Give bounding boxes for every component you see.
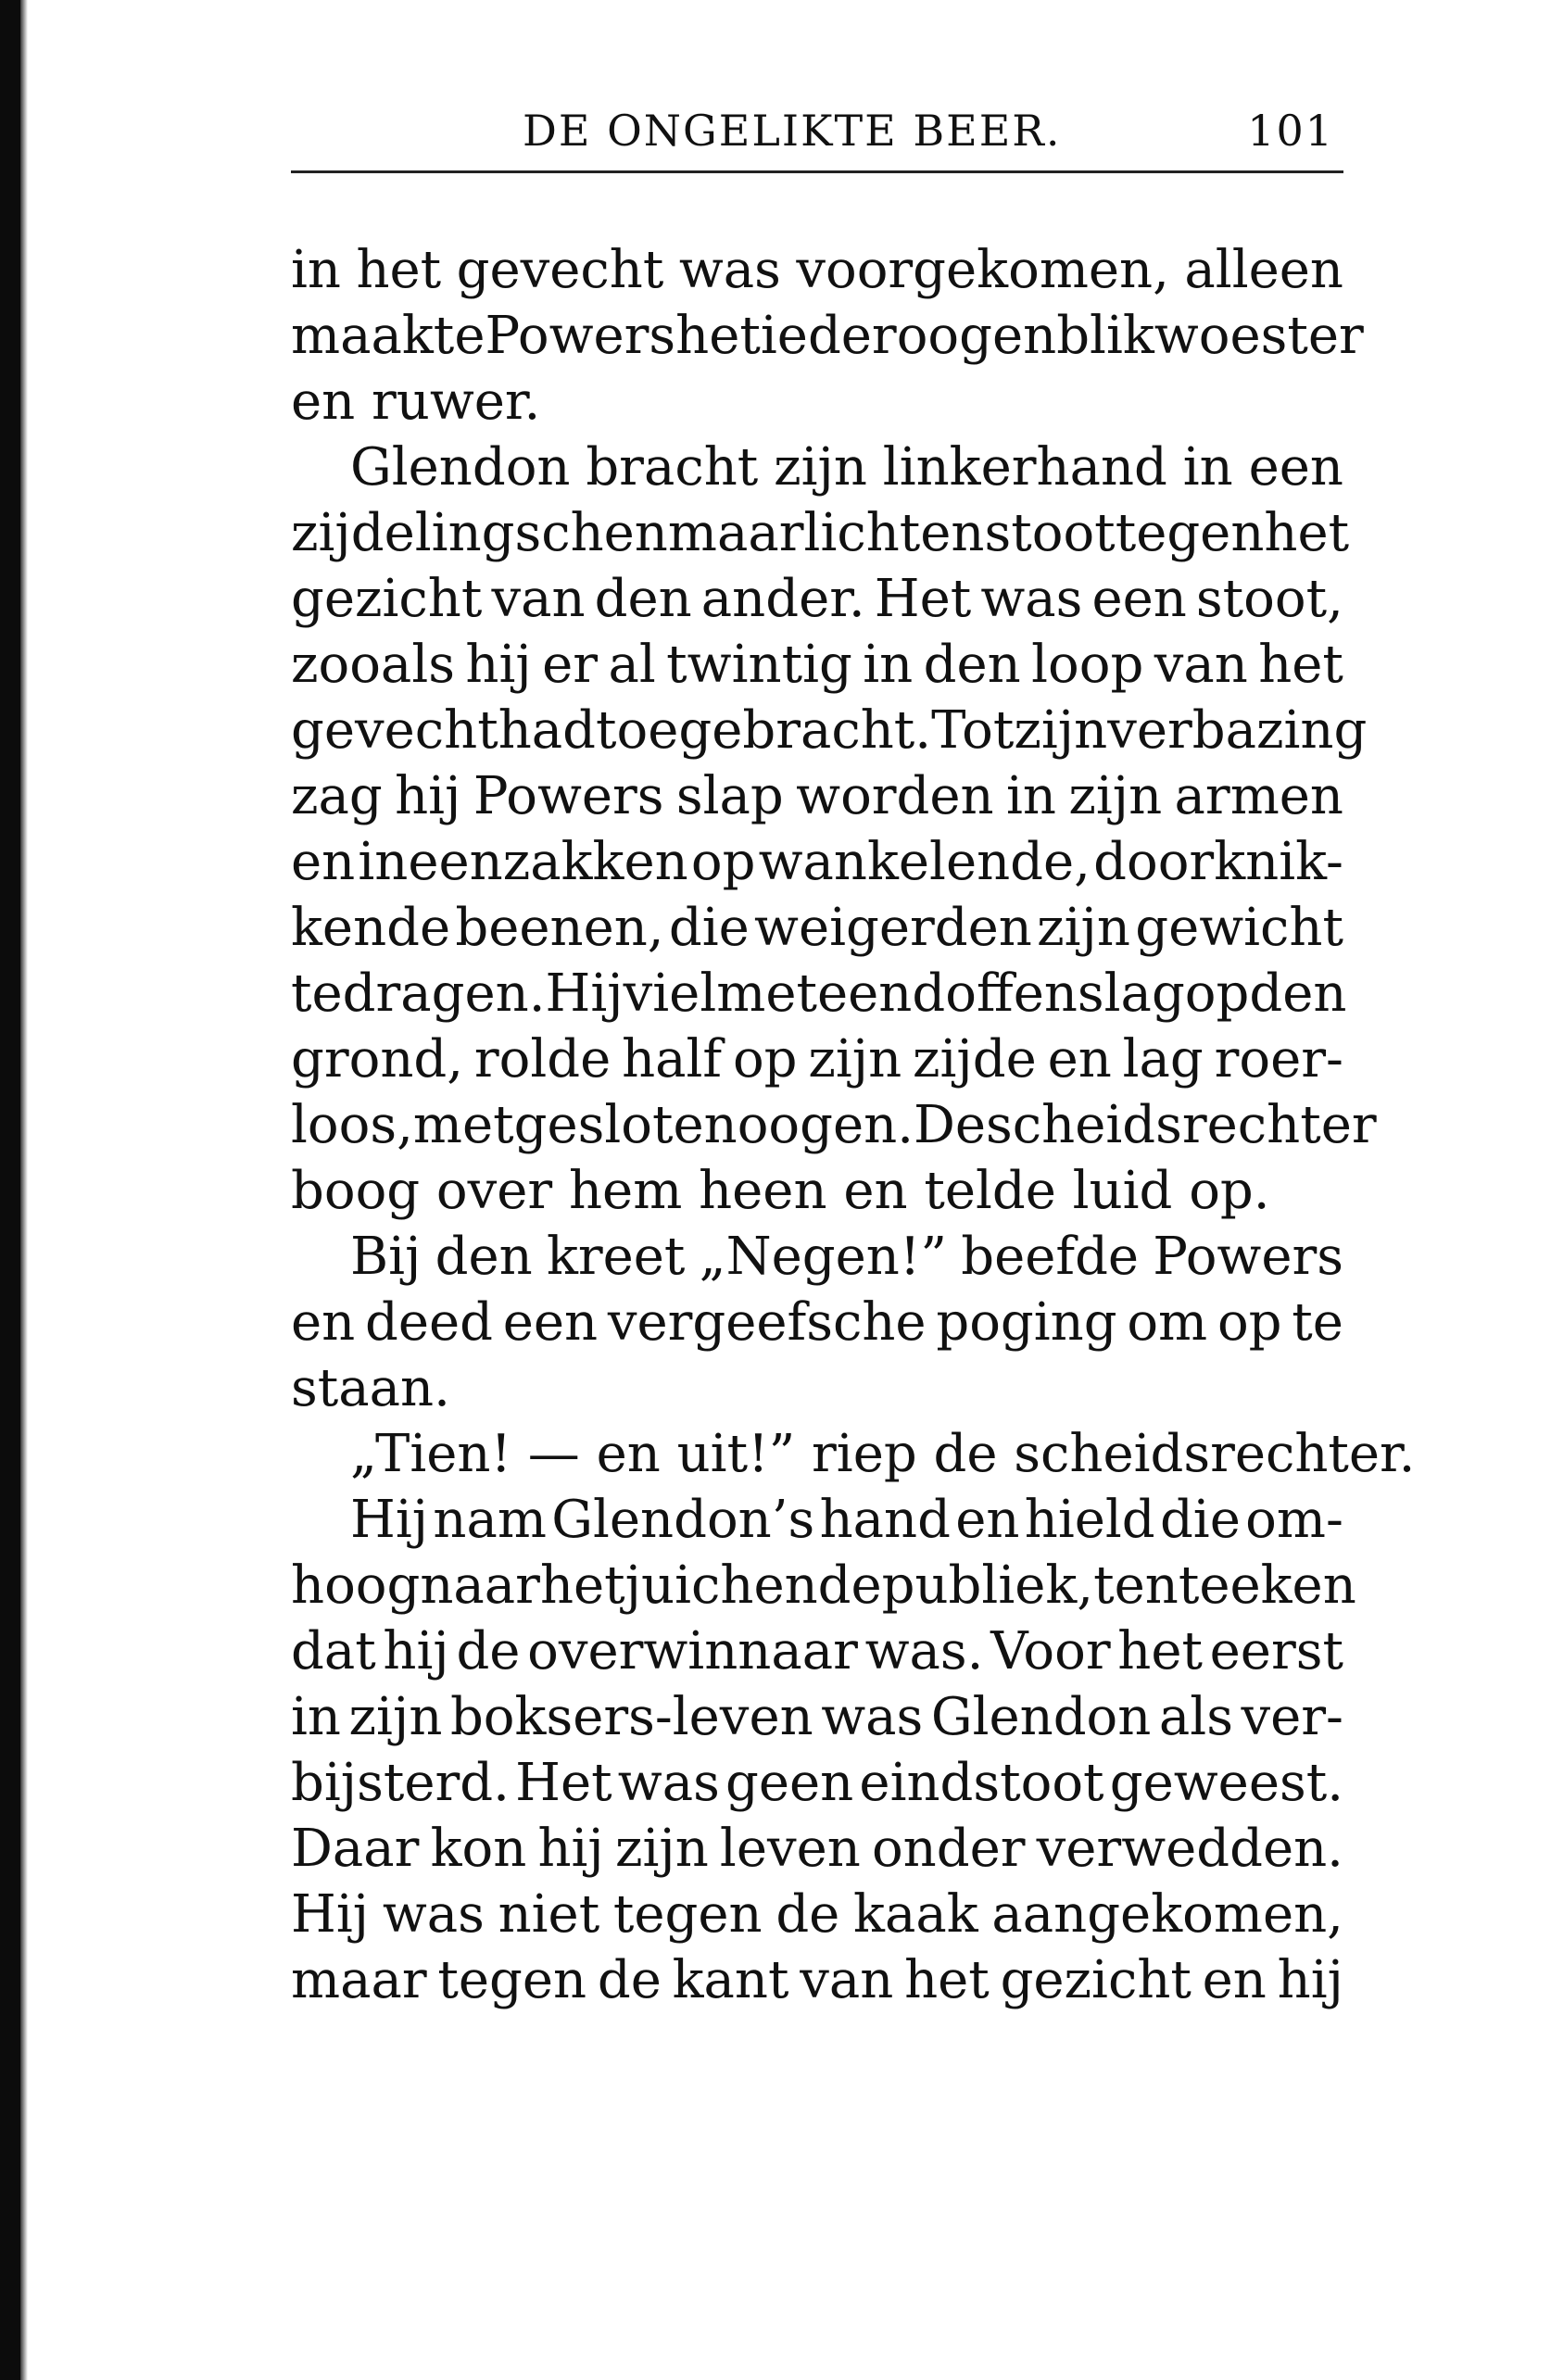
word: in [291,240,341,300]
book-page [291,89,1416,2010]
word: Bij [350,1227,422,1287]
word: had [498,700,597,761]
word: was [821,1687,924,1747]
word: stoot [984,503,1116,563]
word: woester [1154,306,1364,366]
word: en [955,1490,1020,1550]
word: kreet [546,1227,686,1287]
text-line: „Tien! — en uit!” riep de scheidsrechter. [350,1424,1416,1484]
word: juichende [624,1555,882,1616]
word: het [1117,1621,1203,1681]
word: het [675,306,761,366]
word: zijde [913,1029,1037,1089]
word: den [1249,963,1347,1024]
word: Tot [931,700,1015,761]
word: tegen [437,1950,587,2010]
word: hij [465,635,532,695]
word: weigerden [754,898,1032,958]
word: Hij [350,1490,429,1550]
word: twintig [666,635,852,695]
word: die [1159,1490,1241,1550]
word: linkerhand [882,437,1167,497]
word: op [690,832,756,892]
text-line [291,1618,1343,1684]
word: eindstoot [859,1753,1104,1813]
word: het [356,240,442,300]
text-line [291,1882,1343,1947]
word: de [456,1621,521,1681]
word: het [904,1950,990,2010]
body-text [291,237,1416,2013]
text-line [291,1026,1343,1092]
word: die [668,898,750,958]
word: doffen [912,963,1078,1024]
word: De [914,1095,987,1155]
word: ineenzakken [358,832,688,892]
word: hij [537,1819,604,1879]
word: naar [420,1555,540,1616]
word: in [863,635,914,695]
word: gevecht [291,700,498,761]
word: ten [1093,1555,1179,1616]
text-line [291,1750,1343,1816]
word: verwedden. [1036,1819,1343,1879]
text-line [291,1684,1343,1750]
word: aangekomen, [991,1884,1343,1945]
word: een [1248,437,1343,497]
text-line [291,237,1343,303]
word: een [502,1292,599,1353]
word: hij [1277,1950,1343,2010]
word: zijn [774,437,867,497]
word: alleen [1184,240,1343,300]
word: viel [623,963,717,1024]
word: was [678,240,781,300]
word: het [539,1555,625,1616]
word: gezicht [1000,1950,1192,2010]
text-line [291,698,1368,763]
word: scheidsrechter [986,1095,1377,1155]
word: de [776,1884,840,1945]
text-line [291,1947,1343,2013]
word: er [542,635,599,695]
word: oogenblik [896,306,1154,366]
word: zag [291,766,383,826]
word: met [716,963,817,1024]
binding-edge-shadow [20,0,28,2380]
word: beenen, [455,898,664,958]
text-line [291,1290,1343,1355]
word: bijsterd. [291,1753,510,1813]
word: publiek, [881,1555,1094,1616]
word: gevecht [456,240,664,300]
word: lag [1122,1029,1204,1089]
word: te [291,963,343,1024]
word: op [732,1029,798,1089]
word: grond, [291,1029,464,1089]
running-title: DE ONGELIKTE BEER. [523,106,1062,156]
word: loop [1031,635,1144,695]
word: op [1217,1292,1282,1353]
word: zijn [1068,766,1163,826]
word: hoog [291,1555,421,1616]
word: bracht [586,437,759,497]
word: hij [395,766,461,826]
word: poging [936,1292,1117,1353]
word: stoot, [1195,569,1343,629]
text-line [291,566,1343,632]
word: in [1005,766,1056,826]
word: slap [675,766,784,826]
word: worden [796,766,994,826]
word: zijdelingschen [291,503,668,563]
word: geen [725,1753,854,1813]
word: leven [719,1819,861,1879]
text-line [291,1816,1343,1882]
word: om- [1245,1490,1343,1550]
word: gesloten [513,1095,738,1155]
word: tegen [612,1884,763,1945]
word: en [291,832,356,892]
word: zijn [808,1029,902,1089]
word: ieder [760,306,897,366]
word: gewicht [1135,898,1343,958]
word: was [980,569,1083,629]
text-line: en ruwer. [291,371,541,432]
word: roer- [1214,1029,1343,1089]
text-line [291,1092,1377,1158]
word: Voor [990,1621,1111,1681]
word: Daar [291,1819,420,1879]
word: zooals [291,635,455,695]
text-line: staan. [291,1358,450,1418]
text-line [291,1553,1356,1618]
word: den [435,1227,533,1287]
word: het [1258,635,1343,695]
header-rule [291,170,1343,173]
running-header [291,89,1343,163]
word: van [800,1950,894,2010]
word: zijn [348,1687,443,1747]
text-line [291,1224,1343,1290]
word: van [491,569,586,629]
binding-edge [0,0,20,2380]
word: „Negen!” [699,1227,947,1287]
word: oogen. [737,1095,914,1155]
word: eerst [1209,1621,1343,1681]
word: Glendon [350,437,571,497]
word: Powers [473,766,664,826]
word: was. [864,1621,984,1681]
word: maar [667,503,804,563]
word: en [1047,1029,1112,1089]
word: de [597,1950,662,2010]
word: deed [364,1292,493,1353]
word: overwinnaar [527,1621,858,1681]
word: beefde [961,1227,1140,1287]
word: tegen [1115,503,1265,563]
word: dat [291,1621,376,1681]
text-line [291,500,1350,566]
text-line [291,763,1343,829]
word: niet [498,1884,600,1945]
word: Glendon [930,1687,1152,1747]
word: hand [819,1490,951,1550]
word: lichten [803,503,985,563]
page-number: 101 [1247,106,1334,156]
word: het [1264,503,1350,563]
word: toegebracht. [596,700,932,761]
word: zijn [614,1819,709,1879]
word: te [1292,1292,1343,1353]
word: van [1154,635,1248,695]
word: hij [383,1621,449,1681]
word: Powers [1153,1227,1343,1287]
word: met [412,1095,514,1155]
word: en [1202,1950,1267,2010]
word: Het [515,1753,612,1813]
word: als [1158,1687,1233,1747]
word: een [1091,569,1187,629]
word: wankelende, [758,832,1091,892]
word: zijn [1014,700,1108,761]
word: Powers [485,306,676,366]
word: gezicht [291,569,483,629]
word: was [617,1753,720,1813]
word: en [291,1292,356,1353]
word: Hij [291,1884,370,1945]
text-line [291,632,1343,698]
text-line: boog over hem heen en telde luid op. [291,1161,1270,1221]
word: onder [871,1819,1026,1879]
word: op [1184,963,1250,1024]
word: boksers-leven [449,1687,813,1747]
text-line [291,895,1343,961]
word: in [1182,437,1233,497]
word: den [923,635,1021,695]
word: kaak [853,1884,978,1945]
word: rolde [473,1029,612,1089]
word: slag [1077,963,1185,1024]
word: nam [433,1490,547,1550]
word: half [622,1029,723,1089]
word: Hij [545,963,624,1024]
word: zijn [1037,898,1130,958]
word: in [291,1687,341,1747]
word: Het [874,569,972,629]
word: maakte [291,306,485,366]
word: maar [291,1950,427,2010]
word: al [608,635,656,695]
word: om [1127,1292,1208,1353]
word: was [382,1884,485,1945]
text-line [291,829,1343,895]
text-line [291,434,1343,500]
word: teeken [1178,1555,1356,1616]
text-line [291,303,1364,369]
word: den [594,569,692,629]
word: verbazing [1107,700,1368,761]
word: geweest. [1109,1753,1343,1813]
text-line [291,1487,1343,1553]
word: loos, [291,1095,413,1155]
word: ver- [1241,1687,1343,1747]
word: kon [430,1819,527,1879]
word: hield [1024,1490,1155,1550]
word: armen [1174,766,1343,826]
word: een [816,963,913,1024]
word: vergeefsche [607,1292,927,1353]
word: Glendon’s [551,1490,815,1550]
word: voorgekomen, [796,240,1169,300]
word: ander. [700,569,865,629]
word: dragen. [342,963,546,1024]
word: kant [672,1950,789,2010]
word: doorknik- [1093,832,1343,892]
word: kende [291,898,451,958]
text-line [291,961,1347,1026]
